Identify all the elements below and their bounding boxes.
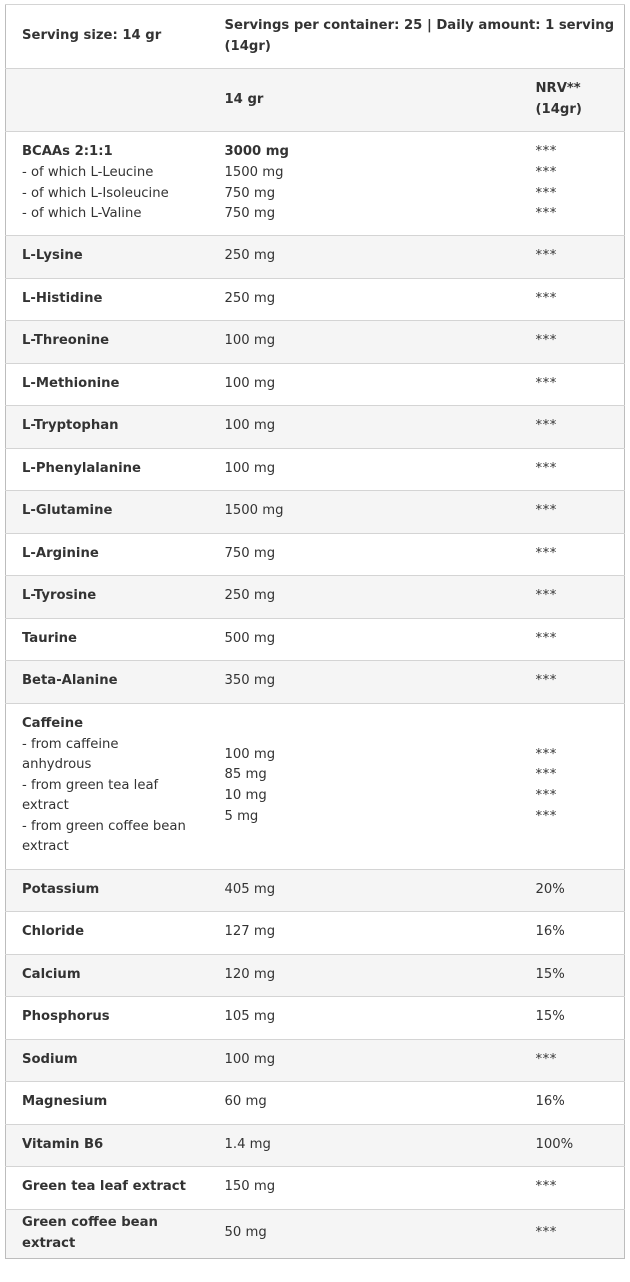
ingredient-name: L-Arginine — [6, 533, 208, 576]
ingredient-name: Calcium — [6, 954, 208, 997]
bcaa-sub-nrv: *** — [535, 206, 557, 222]
table-row — [6, 576, 625, 619]
servings-per-container: Servings per container: 25 | Daily amount: 1 serving (14gr) — [208, 5, 625, 69]
ingredient-name: Taurine — [6, 618, 208, 661]
bcaa-sub-name: - of which L-Leucine — [22, 164, 154, 180]
ingredient-amount: 60 mg — [208, 1082, 519, 1125]
header-row-columns — [6, 69, 625, 132]
caffeine-sub-amount: 5 mg — [224, 808, 259, 824]
ingredient-nrv: *** — [519, 1167, 625, 1210]
table-row-green-coffee — [6, 1209, 625, 1258]
caffeine-name: Caffeine — [22, 715, 84, 731]
ingredient-amount: 100 mg — [208, 448, 519, 491]
ingredient-nrv: 16% — [519, 912, 625, 955]
table-row — [6, 533, 625, 576]
ingredient-nrv: *** — [519, 661, 625, 704]
nutrition-table-body — [6, 5, 625, 1259]
bcaa-sub-name: - of which L-Isoleucine — [22, 185, 169, 201]
ingredient-amount: 1.4 mg — [208, 1124, 519, 1167]
ingredient-nrv: *** — [519, 236, 625, 279]
ingredient-nrv: *** — [519, 363, 625, 406]
ingredient-name-line: Green coffee bean — [22, 1214, 158, 1230]
ingredient-nrv: 20% — [519, 869, 625, 912]
ingredient-name: L-Lysine — [6, 236, 208, 279]
caffeine-sub-name: - from caffeine — [22, 736, 119, 752]
ingredient-name: L-Histidine — [6, 278, 208, 321]
amount-column-header: 14 gr — [208, 69, 519, 132]
nutrition-table — [5, 4, 625, 1259]
ingredient-name: Potassium — [6, 869, 208, 912]
ingredient-name: L-Threonine — [6, 321, 208, 364]
bcaa-names — [6, 132, 208, 236]
ingredient-nrv: *** — [519, 321, 625, 364]
caffeine-sub-name: - from green coffee bean — [22, 818, 186, 834]
table-row — [6, 406, 625, 449]
ingredient-name: Vitamin B6 — [6, 1124, 208, 1167]
ingredient-nrv: *** — [519, 618, 625, 661]
bcaa-sub-amount: 1500 mg — [224, 164, 284, 180]
caffeine-sub-name: - from green tea leaf — [22, 777, 159, 793]
nrv-column-header — [519, 69, 625, 132]
bcaa-amounts — [208, 132, 519, 236]
ingredient-amount: 100 mg — [208, 1039, 519, 1082]
ingredient-name: Green tea leaf extract — [6, 1167, 208, 1210]
ingredient-amount: 50 mg — [208, 1209, 519, 1258]
ingredient-amount: 250 mg — [208, 236, 519, 279]
table-row — [6, 363, 625, 406]
table-row — [6, 278, 625, 321]
ingredient-nrv: *** — [519, 491, 625, 534]
table-row — [6, 954, 625, 997]
table-row — [6, 997, 625, 1040]
ingredient-name: Magnesium — [6, 1082, 208, 1125]
ingredient-nrv: *** — [519, 533, 625, 576]
caffeine-sub-nrv: *** — [535, 746, 557, 762]
ingredient-amount: 127 mg — [208, 912, 519, 955]
table-row — [6, 661, 625, 704]
ingredient-nrv: *** — [519, 1209, 625, 1258]
table-row — [6, 1124, 625, 1167]
bcaa-name: BCAAs 2:1:1 — [22, 144, 113, 160]
ingredient-column-header — [6, 69, 208, 132]
bcaa-sub-nrv: *** — [535, 164, 557, 180]
table-row — [6, 236, 625, 279]
table-row — [6, 1167, 625, 1210]
caffeine-names — [6, 703, 208, 869]
caffeine-sub-nrv: *** — [535, 788, 557, 803]
ingredient-amount: 250 mg — [208, 576, 519, 619]
ingredient-name — [6, 1209, 208, 1258]
caffeine-sub-amount: 85 mg — [224, 767, 267, 783]
ingredient-nrv: 16% — [519, 1082, 625, 1125]
caffeine-sub-name: extract — [22, 839, 69, 855]
table-row — [6, 448, 625, 491]
caffeine-sub-name: extract — [22, 798, 69, 814]
ingredient-name: L-Tyrosine — [6, 576, 208, 619]
table-row — [6, 912, 625, 955]
caffeine-sub-nrv: *** — [535, 767, 557, 783]
table-row — [6, 618, 625, 661]
ingredient-name: L-Methionine — [6, 363, 208, 406]
bcaa-sub-amount: 750 mg — [224, 185, 276, 201]
bcaa-nrvs — [519, 132, 625, 236]
table-row — [6, 1039, 625, 1082]
ingredient-nrv: *** — [519, 406, 625, 449]
ingredient-amount: 405 mg — [208, 869, 519, 912]
ingredient-amount: 105 mg — [208, 997, 519, 1040]
table-row — [6, 1082, 625, 1125]
ingredient-name: Chloride — [6, 912, 208, 955]
bcaa-sub-nrv: *** — [535, 185, 557, 201]
caffeine-sub-amount: 10 mg — [224, 788, 267, 803]
ingredient-amount: 750 mg — [208, 533, 519, 576]
nrv-header-line1: NRV** — [535, 81, 581, 97]
ingredient-nrv: 100% — [519, 1124, 625, 1167]
ingredient-amount: 150 mg — [208, 1167, 519, 1210]
ingredient-name: Beta-Alanine — [6, 661, 208, 704]
ingredient-amount: 350 mg — [208, 661, 519, 704]
ingredient-nrv: *** — [519, 1039, 625, 1082]
table-row — [6, 869, 625, 912]
ingredient-amount: 100 mg — [208, 406, 519, 449]
bcaa-sub-amount: 750 mg — [224, 206, 276, 222]
table-row-bcaa — [6, 132, 625, 236]
ingredient-nrv: *** — [519, 278, 625, 321]
ingredient-nrv: 15% — [519, 997, 625, 1040]
bcaa-nrv: *** — [535, 144, 557, 160]
ingredient-amount: 120 mg — [208, 954, 519, 997]
ingredient-amount: 1500 mg — [208, 491, 519, 534]
ingredient-name: L-Tryptophan — [6, 406, 208, 449]
caffeine-sub-nrv: *** — [535, 808, 557, 824]
ingredient-amount: 100 mg — [208, 321, 519, 364]
ingredient-amount: 500 mg — [208, 618, 519, 661]
caffeine-amounts — [208, 703, 519, 869]
table-row-caffeine — [6, 703, 625, 869]
header-row-serving — [6, 5, 625, 69]
nrv-header-line2: (14gr) — [535, 102, 582, 117]
ingredient-amount: 250 mg — [208, 278, 519, 321]
serving-size: Serving size: 14 gr — [6, 5, 208, 69]
bcaa-sub-name: - of which L-Valine — [22, 206, 142, 222]
ingredient-name: Sodium — [6, 1039, 208, 1082]
bcaa-amount: 3000 mg — [224, 144, 289, 160]
ingredient-name: L-Glutamine — [6, 491, 208, 534]
ingredient-name: Phosphorus — [6, 997, 208, 1040]
table-row — [6, 491, 625, 534]
ingredient-nrv: 15% — [519, 954, 625, 997]
ingredient-nrv: *** — [519, 448, 625, 491]
table-row — [6, 321, 625, 364]
caffeine-sub-name: anhydrous — [22, 757, 92, 773]
caffeine-sub-amount: 100 mg — [224, 746, 276, 762]
ingredient-name-line: extract — [22, 1235, 76, 1251]
ingredient-nrv: *** — [519, 576, 625, 619]
caffeine-nrvs — [519, 703, 625, 869]
ingredient-name: L-Phenylalanine — [6, 448, 208, 491]
ingredient-amount: 100 mg — [208, 363, 519, 406]
